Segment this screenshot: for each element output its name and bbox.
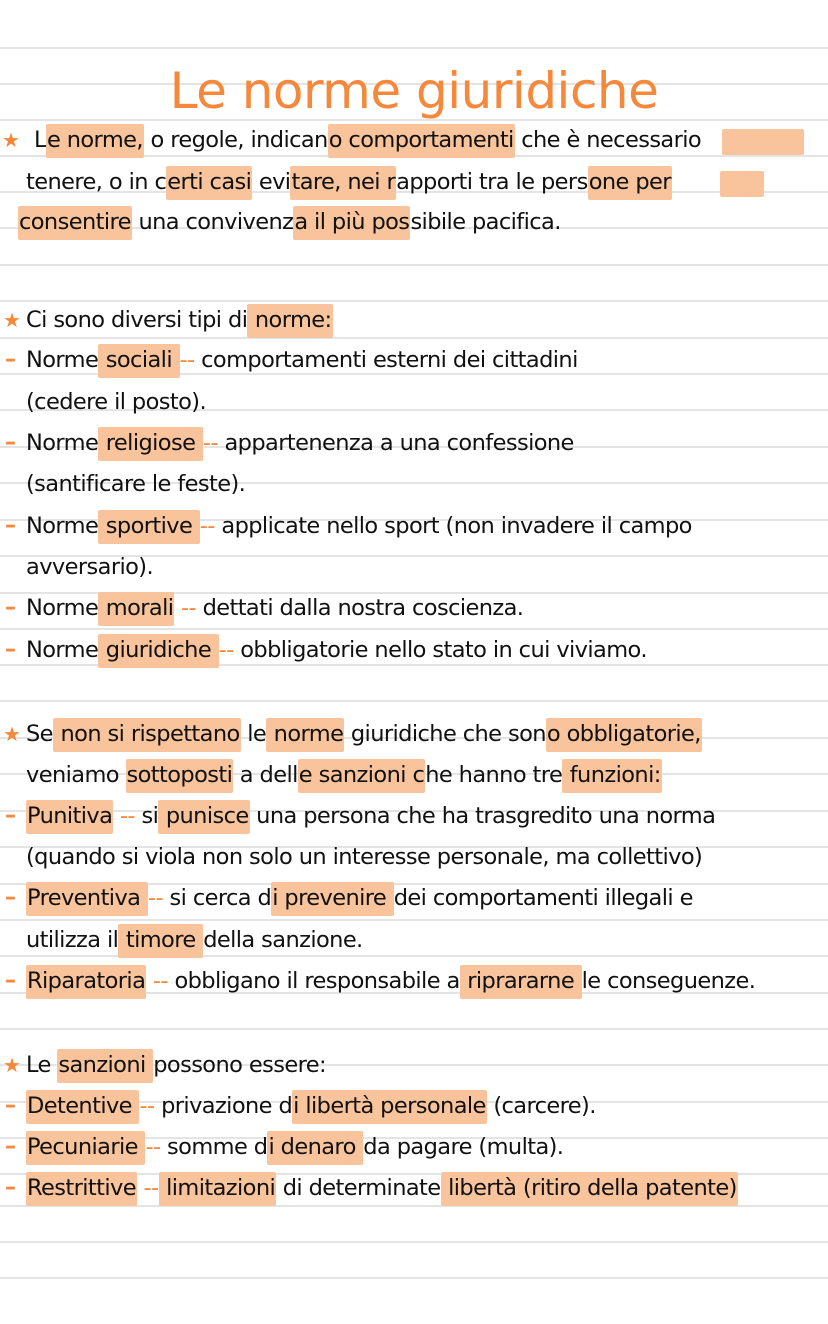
text-line	[26, 839, 702, 875]
highlighted-text: o comportamenti	[328, 124, 515, 158]
highlighted-text: e norme,	[46, 124, 144, 158]
highlighted-text: Preventiva	[26, 882, 148, 916]
text-segment: applicate nello sport (non invadere il campo	[214, 513, 692, 539]
text-line	[18, 204, 561, 240]
highlighted-text: o obbligatorie,	[546, 718, 702, 752]
rule-line	[0, 628, 828, 630]
text-segment: possono essere:	[153, 1052, 326, 1078]
highlighted-text: sottoposti	[126, 759, 234, 793]
highlighted-text: sanzioni	[57, 1049, 153, 1083]
dash-bullet-icon: –	[5, 1093, 16, 1118]
text-segment: appartenenza a una confessione	[217, 430, 574, 456]
highlighted-text: consentire	[18, 206, 132, 240]
text-line	[26, 1129, 563, 1165]
text-segment: privazione d	[154, 1093, 293, 1119]
separator-dash: --	[199, 513, 215, 539]
separator-dash: --	[218, 637, 234, 663]
text-segment: le	[240, 721, 267, 747]
dash-bullet-icon: –	[5, 968, 16, 993]
highlighted-text: Punitiva	[26, 800, 113, 834]
separator-dash: --	[179, 347, 195, 373]
text-segment: o regole, indican	[143, 127, 328, 153]
text-line	[26, 880, 693, 916]
text-line	[26, 922, 363, 958]
text-line	[26, 963, 755, 999]
text-segment: le conseguenze.	[581, 968, 756, 994]
text-segment: comportamenti esterni dei cittadini	[194, 347, 578, 373]
highlighted-text: i prevenire	[271, 882, 394, 916]
text-segment: dei comportamenti illegali e	[393, 885, 693, 911]
text-line	[26, 757, 662, 793]
text-segment: (santificare le feste).	[26, 471, 246, 497]
separator-dash: --	[147, 885, 163, 911]
text-line	[26, 549, 153, 585]
rule-line	[0, 1277, 828, 1279]
dash-bullet-icon: –	[5, 347, 16, 372]
highlighted-text: riprararne	[460, 965, 582, 999]
text-line	[26, 425, 574, 461]
dash-bullet-icon: –	[5, 1134, 16, 1159]
highlighted-text: i libertà personale	[292, 1090, 487, 1124]
rule-line	[0, 264, 828, 266]
text-segment: si cerca d	[162, 885, 272, 911]
text-segment: (carcere).	[486, 1093, 596, 1119]
text-segment: una persona che ha trasgredito una norma	[249, 803, 716, 829]
text-line	[26, 384, 206, 420]
text-segment: si	[134, 803, 159, 829]
text-segment: giuridiche che son	[344, 721, 546, 747]
highlighted-text: non si rispettano	[53, 718, 241, 752]
text-line	[26, 632, 647, 668]
separator-dash: --	[145, 1134, 161, 1160]
text-line	[26, 342, 578, 378]
highlighted-text: giuridiche	[98, 634, 218, 668]
rule-line	[0, 919, 828, 921]
text-segment: Norme	[26, 637, 99, 663]
text-line	[26, 590, 523, 626]
text-segment: veniamo	[26, 762, 126, 788]
highlighted-text: Detentive	[26, 1090, 139, 1124]
text-segment: (cedere il posto).	[26, 389, 207, 415]
separator-dash: --	[202, 430, 218, 456]
text-segment: che è necessario	[514, 127, 702, 153]
dash-bullet-icon: –	[5, 637, 16, 662]
dash-bullet-icon: –	[5, 803, 16, 828]
text-line	[26, 1170, 738, 1206]
highlighted-text: morali	[98, 592, 174, 626]
separator-dash: --	[143, 1175, 159, 1201]
separator-dash: --	[180, 595, 197, 621]
highlighted-text: Pecuniarie	[26, 1131, 145, 1165]
highlighted-text: norme:	[247, 304, 332, 338]
text-segment: una convivenz	[131, 209, 294, 235]
text-segment: L	[34, 127, 46, 153]
text-segment: (quando si viola non solo un interesse personale, ma collettivo)	[26, 844, 703, 870]
highlighted-text: one per	[588, 166, 672, 200]
text-segment: da pagare (multa).	[363, 1134, 564, 1160]
text-line	[26, 466, 245, 502]
dash-bullet-icon: –	[5, 885, 16, 910]
text-segment: sibile pacifica.	[410, 209, 561, 235]
rule-line	[0, 700, 828, 702]
text-line	[26, 164, 672, 200]
dash-bullet-icon: –	[5, 513, 16, 538]
star-bullet-icon: ★	[2, 128, 20, 152]
text-segment: della sanzione.	[203, 927, 363, 953]
text-segment: Norme	[26, 347, 99, 373]
separator-dash: --	[139, 1093, 155, 1119]
text-segment: a dell	[233, 762, 298, 788]
text-segment: dettati dalla nostra coscienza.	[196, 595, 524, 621]
text-line	[26, 798, 715, 834]
highlight-stroke	[720, 171, 764, 197]
text-segment: he hanno tre	[425, 762, 563, 788]
text-segment: Se	[26, 721, 53, 747]
text-segment: tenere, o in c	[26, 169, 167, 195]
rule-line	[0, 1028, 828, 1030]
text-segment: obbligano il responsabile a	[167, 968, 460, 994]
text-line	[26, 508, 692, 544]
text-segment: utilizza il	[26, 927, 119, 953]
highlighted-text: limitazioni	[159, 1172, 277, 1206]
star-bullet-icon: ★	[3, 308, 21, 332]
text-line	[26, 716, 702, 752]
text-segment: Norme	[26, 430, 99, 456]
text-segment: Norme	[26, 595, 99, 621]
separator-dash: --	[152, 968, 168, 994]
text-line	[26, 302, 333, 338]
text-segment: somme d	[160, 1134, 268, 1160]
text-segment: Le	[26, 1052, 58, 1078]
text-line	[26, 1047, 326, 1083]
text-line	[26, 1088, 596, 1124]
dash-bullet-icon: –	[5, 430, 16, 455]
highlight-stroke	[722, 129, 804, 155]
highlighted-text: funzioni:	[562, 759, 662, 793]
rule-line	[0, 47, 828, 49]
highlighted-text: norme	[266, 718, 344, 752]
star-bullet-icon: ★	[3, 722, 21, 746]
highlighted-text: tare, nei r	[290, 166, 396, 200]
highlighted-text: punisce	[158, 800, 249, 834]
dash-bullet-icon: –	[5, 1175, 16, 1200]
rule-line	[0, 1241, 828, 1243]
highlighted-text: e sanzioni c	[298, 759, 425, 793]
highlighted-text: sportive	[98, 510, 200, 544]
text-segment: di determinate	[276, 1175, 441, 1201]
highlighted-text: libertà (ritiro della patente)	[441, 1172, 738, 1206]
text-segment: Norme	[26, 513, 99, 539]
star-bullet-icon: ★	[3, 1053, 21, 1077]
text-line	[34, 122, 701, 158]
highlighted-text: Restrittive	[26, 1172, 137, 1206]
text-segment: evi	[252, 169, 291, 195]
text-segment: Ci sono diversi tipi di	[26, 307, 248, 333]
highlighted-text: erti casi	[166, 166, 252, 200]
highlighted-text: Riparatoria	[26, 965, 146, 999]
text-segment: apporti tra le pers	[396, 169, 588, 195]
page-title: Le norme giuridiche	[169, 61, 659, 120]
highlighted-text: i denaro	[267, 1131, 363, 1165]
text-segment: avversario).	[26, 554, 154, 580]
separator-dash: --	[119, 803, 135, 829]
highlighted-text: religiose	[98, 427, 203, 461]
highlighted-text: sociali	[98, 344, 179, 378]
highlighted-text: a il più pos	[293, 206, 410, 240]
dash-bullet-icon: –	[5, 595, 16, 620]
highlighted-text: timore	[118, 924, 203, 958]
text-segment: obbligatorie nello stato in cui viviamo.	[233, 637, 647, 663]
